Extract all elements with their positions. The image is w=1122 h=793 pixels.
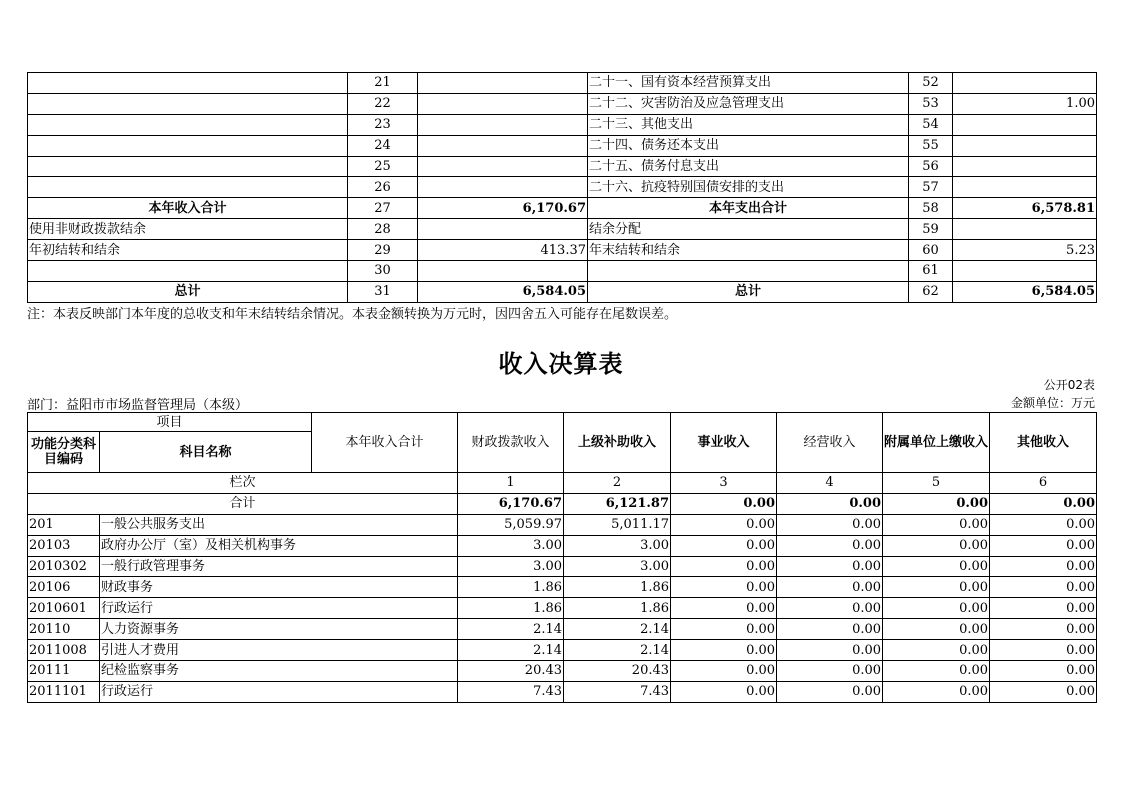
amount-cell: 0.00 [777,681,883,702]
summary-right-label [588,261,909,282]
amount-cell: 0.00 [990,577,1097,598]
total-value: 0.00 [777,493,883,514]
row-number-label: 栏次 [28,473,458,494]
subject-name: 引进人才费用 [100,640,458,661]
summary-right-label: 本年支出合计 [588,198,909,219]
summary-left-label [28,114,348,135]
summary-left-label: 使用非财政拨款结余 [28,219,348,240]
amount-cell: 1.86 [458,577,564,598]
header-item: 项目 [28,413,312,432]
total-label: 合计 [28,493,458,514]
page-title: 收入决算表 [498,350,624,378]
summary-left-amount [418,114,588,135]
column-number: 6 [990,473,1097,494]
summary-left-no: 23 [348,114,418,135]
amount-cell: 0.00 [990,619,1097,640]
table-row [28,514,1097,535]
total-value: 0.00 [883,493,990,514]
summary-left-no: 31 [348,281,418,302]
summary-right-no: 60 [909,240,953,261]
summary-left-label: 本年收入合计 [28,198,348,219]
summary-left-no: 30 [348,261,418,282]
summary-right-amount [953,177,1097,198]
amount-cell: 0.00 [990,681,1097,702]
amount-cell: 0.00 [777,514,883,535]
summary-right-no: 61 [909,261,953,282]
amount-cell: 0.00 [777,640,883,661]
column-number: 3 [671,473,777,494]
subject-name: 人力资源事务 [100,619,458,640]
subject-code: 2010601 [28,598,100,619]
summary-left-label [28,93,348,114]
subject-code: 20111 [28,661,100,682]
summary-row [28,198,1097,219]
table-row [28,535,1097,556]
summary-row [28,73,1097,94]
header-business-income: 事业收入 [671,413,777,473]
amount-cell: 1.86 [564,577,671,598]
summary-left-label [28,156,348,177]
summary-left-no: 21 [348,73,418,94]
amount-cell: 0.00 [883,577,990,598]
summary-right-no: 62 [909,281,953,302]
amount-cell: 3.00 [458,556,564,577]
summary-left-amount [418,73,588,94]
summary-right-amount [953,156,1097,177]
subject-code: 2010302 [28,556,100,577]
summary-right-label: 二十六、抗疫特别国债安排的支出 [588,177,909,198]
summary-left-amount [418,177,588,198]
amount-cell: 20.43 [458,661,564,682]
subject-name: 财政事务 [100,577,458,598]
summary-right-no: 53 [909,93,953,114]
table-number: 公开02表 [1043,378,1095,392]
summary-left-label [28,177,348,198]
amount-unit-label: 金额单位：万元 [1010,396,1095,410]
header-other-income: 其他收入 [990,413,1097,473]
summary-left-label [28,73,348,94]
summary-left-label: 年初结转和结余 [28,240,348,261]
summary-left-no: 24 [348,135,418,156]
summary-table [27,72,1097,303]
total-value: 0.00 [671,493,777,514]
subject-code: 20106 [28,577,100,598]
summary-left-amount: 6,584.05 [418,281,588,302]
summary-right-amount [953,261,1097,282]
summary-right-label: 二十二、灾害防治及应急管理支出 [588,93,909,114]
amount-cell: 0.00 [671,681,777,702]
summary-right-amount: 6,584.05 [953,281,1097,302]
column-number: 1 [458,473,564,494]
amount-cell: 0.00 [883,681,990,702]
amount-cell: 7.43 [564,681,671,702]
summary-right-amount: 1.00 [953,93,1097,114]
total-value: 6,170.67 [458,493,564,514]
amount-cell: 3.00 [564,556,671,577]
subject-name: 一般公共服务支出 [100,514,458,535]
table-row [28,556,1097,577]
summary-row [28,177,1097,198]
subject-code: 20110 [28,619,100,640]
amount-cell: 0.00 [883,556,990,577]
summary-right-no: 59 [909,219,953,240]
subject-code: 2011101 [28,681,100,702]
header-code: 功能分类科目编码 [28,432,100,473]
subject-name: 政府办公厅（室）及相关机构事务 [100,535,458,556]
subject-code: 201 [28,514,100,535]
summary-left-amount [418,261,588,282]
subject-code: 2011008 [28,640,100,661]
amount-cell: 20.43 [564,661,671,682]
amount-cell: 0.00 [671,514,777,535]
summary-row [28,135,1097,156]
table-note: 注：本表反映部门本年度的总收支和年末结转结余情况。本表金额转换为万元时，因四舍五入可能存在尾数误差。 [27,307,678,322]
subject-name: 纪检监察事务 [100,661,458,682]
total-value: 6,121.87 [564,493,671,514]
amount-cell: 2.14 [458,619,564,640]
amount-cell: 0.00 [883,535,990,556]
header-row [28,413,1097,432]
summary-right-no: 56 [909,156,953,177]
amount-cell: 0.00 [777,661,883,682]
header-total-income: 本年收入合计 [312,413,458,473]
amount-cell: 5,059.97 [458,514,564,535]
amount-cell: 0.00 [883,661,990,682]
summary-row [28,156,1097,177]
amount-cell: 0.00 [777,535,883,556]
header-fiscal-income: 财政拨款收入 [458,413,564,473]
header-name: 科目名称 [100,432,312,473]
amount-cell: 0.00 [990,598,1097,619]
summary-right-label: 年末结转和结余 [588,240,909,261]
amount-cell: 0.00 [883,598,990,619]
amount-cell: 0.00 [671,640,777,661]
total-value: 0.00 [990,493,1097,514]
summary-right-no: 57 [909,177,953,198]
summary-right-amount [953,73,1097,94]
table-row [28,598,1097,619]
amount-cell: 1.86 [458,598,564,619]
amount-cell: 0.00 [990,640,1097,661]
amount-cell: 1.86 [564,598,671,619]
amount-cell: 7.43 [458,681,564,702]
summary-right-amount: 6,578.81 [953,198,1097,219]
amount-cell: 0.00 [883,640,990,661]
summary-right-label: 总计 [588,281,909,302]
income-table-body [28,473,1097,703]
amount-cell: 0.00 [990,535,1097,556]
summary-row [28,261,1097,282]
summary-right-no: 55 [909,135,953,156]
amount-cell: 0.00 [990,661,1097,682]
summary-left-no: 29 [348,240,418,261]
amount-cell: 0.00 [671,577,777,598]
row-number-row [28,473,1097,494]
summary-left-amount [418,93,588,114]
summary-left-amount: 6,170.67 [418,198,588,219]
summary-row [28,93,1097,114]
header-operating-income: 经营收入 [777,413,883,473]
amount-cell: 0.00 [777,556,883,577]
table-row [28,577,1097,598]
column-number: 4 [777,473,883,494]
column-number: 2 [564,473,671,494]
amount-cell: 0.00 [990,556,1097,577]
summary-left-amount [418,156,588,177]
amount-cell: 3.00 [458,535,564,556]
summary-right-no: 58 [909,198,953,219]
amount-cell: 2.14 [564,619,671,640]
subject-name: 一般行政管理事务 [100,556,458,577]
summary-right-label: 结余分配 [588,219,909,240]
amount-cell: 3.00 [564,535,671,556]
summary-right-amount [953,219,1097,240]
summary-right-amount: 5.23 [953,240,1097,261]
table-row [28,640,1097,661]
amount-cell: 2.14 [564,640,671,661]
summary-left-amount [418,219,588,240]
department-label: 部门：益阳市市场监督管理局（本级） [27,398,249,413]
header-affiliate-income: 附属单位上缴收入 [883,413,990,473]
summary-right-label: 二十一、国有资本经营预算支出 [588,73,909,94]
summary-left-amount [418,135,588,156]
subject-name: 行政运行 [100,681,458,702]
amount-cell: 0.00 [671,556,777,577]
summary-left-no: 26 [348,177,418,198]
header-upper-subsidy: 上级补助收入 [564,413,671,473]
subject-name: 行政运行 [100,598,458,619]
amount-cell: 0.00 [777,598,883,619]
summary-row [28,281,1097,302]
summary-left-no: 27 [348,198,418,219]
income-table [27,412,1097,703]
summary-right-amount [953,135,1097,156]
amount-cell: 0.00 [777,619,883,640]
summary-right-amount [953,114,1097,135]
summary-left-no: 22 [348,93,418,114]
amount-cell: 0.00 [671,598,777,619]
summary-left-label [28,135,348,156]
summary-right-no: 54 [909,114,953,135]
summary-left-amount: 413.37 [418,240,588,261]
amount-cell: 0.00 [883,619,990,640]
amount-cell: 0.00 [671,619,777,640]
summary-right-no: 52 [909,73,953,94]
summary-row [28,240,1097,261]
table-row [28,681,1097,702]
amount-cell: 0.00 [671,535,777,556]
column-number: 5 [883,473,990,494]
summary-row [28,114,1097,135]
summary-row [28,219,1097,240]
summary-left-label: 总计 [28,281,348,302]
summary-left-no: 25 [348,156,418,177]
summary-left-label [28,261,348,282]
summary-left-no: 28 [348,219,418,240]
total-row [28,493,1097,514]
amount-cell: 0.00 [671,661,777,682]
amount-cell: 5,011.17 [564,514,671,535]
amount-cell: 2.14 [458,640,564,661]
summary-right-label: 二十四、债务还本支出 [588,135,909,156]
subject-code: 20103 [28,535,100,556]
summary-table-body [28,73,1097,303]
amount-cell: 0.00 [883,514,990,535]
table-row [28,661,1097,682]
summary-right-label: 二十五、债务付息支出 [588,156,909,177]
amount-cell: 0.00 [777,577,883,598]
amount-cell: 0.00 [990,514,1097,535]
summary-right-label: 二十三、其他支出 [588,114,909,135]
table-row [28,619,1097,640]
